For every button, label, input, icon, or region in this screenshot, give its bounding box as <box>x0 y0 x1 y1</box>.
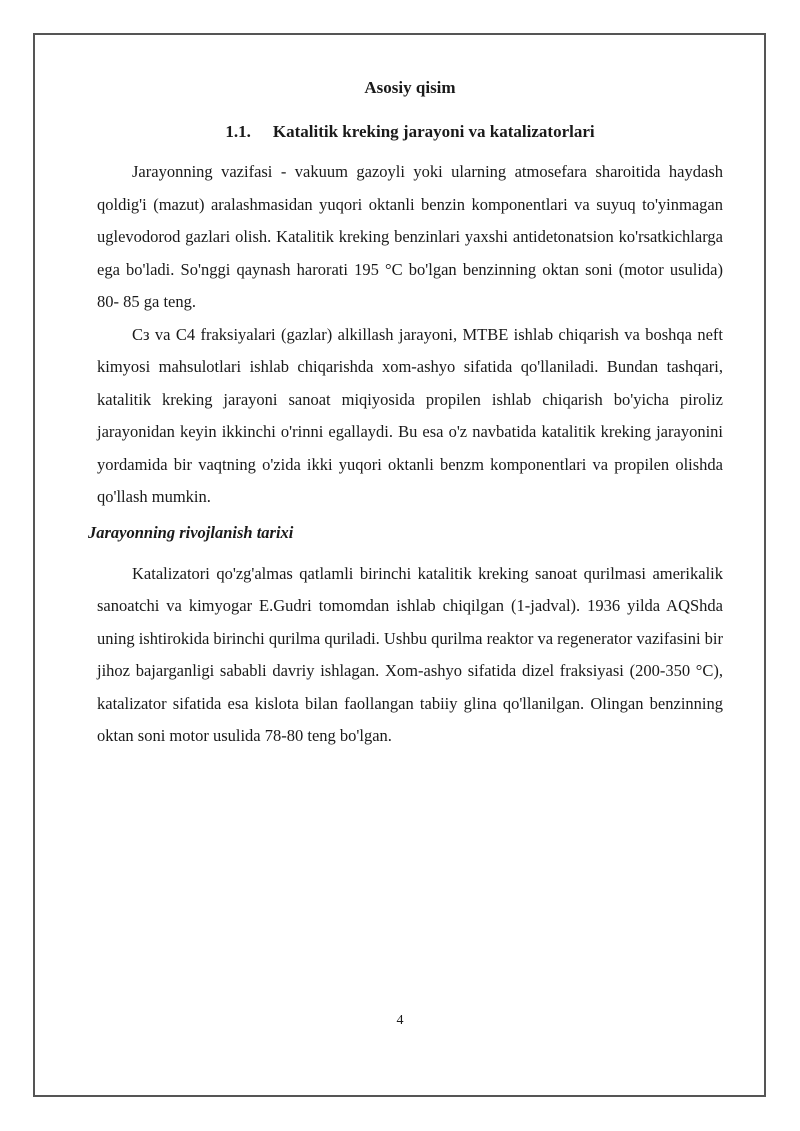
paragraph-c3-c4-fractions: Cз va C4 fraksiyalari (gazlar) alkillash jarayoni, MTBE ishlab chiqarish va boshqa neft kimyosi mahsulotlari ishlab chiqarishda xom-ashyo sifatida qo'llaniladi. Bundan tashqari, katalitik kreking jarayoni sanoat miqiyosida propilen ishlab chiqarish bo'yicha piroliz jarayonidan keyin ikkinchi o'rinni egallaydi. Bu esa o'z navbatida katalitik kreking jarayonini yordamida bir vaqtning o'zida ikki yuqori oktanli benzm komponentlari va propilen olishda qo'llash mumkin. <box>97 324 723 506</box>
subsection-number: 1.1. <box>225 122 251 141</box>
page-number: 4 <box>396 1013 404 1028</box>
paragraph-history: Katalizatori qo'zg'almas qatlamli birinchi katalitik kreking sanoat qurilmasi amerikalik sanoatchi va kimyogar E.Gudri tomomdan ishlab chiqilgan (1-jadval). 1936 yilda AQShda uning ishtirokida birinchi qurilma quriladi. Ushbu qurilma reaktor va regenerator vazifasini bir jihoz bajarganligi sababli davriy ishlagan. Xom-ashyo sifatida dizel fraksiyasi (200-350 °C), katalizator sifatida esa kislota bilan faollangan tabiiy glina qo'llanilgan. Olingan benzinning oktan soni motor usulida 78-80 teng bo'lgan. <box>97 563 723 745</box>
subsection-heading <box>97 118 723 146</box>
document-body <box>88 74 723 753</box>
section-title: Asosiy qisim <box>364 78 456 97</box>
subsection-title: Katalitik kreking jarayoni va katalizatorlari <box>272 122 595 141</box>
paragraph-process-purpose: Jarayonning vazifasi - vakuum gazoyli yoki ularning atmosefara sharoitida haydash qoldig'i (mazut) aralashmasidan yuqori oktanli benzin komponentlari va suyuq to'yinmagan uglevodorod gazlari olish. Katalitik kreking benzinlari yaxshi antidetonatsion ko'rsatkichlarga ega bo'ladi. So'nggi qaynash harorati 195 °C bo'lgan benzinning oktan soni (motor usulida) 80- 85 ga teng. <box>97 162 723 311</box>
history-heading: Jarayonning rivojlanish tarixi <box>88 522 294 542</box>
